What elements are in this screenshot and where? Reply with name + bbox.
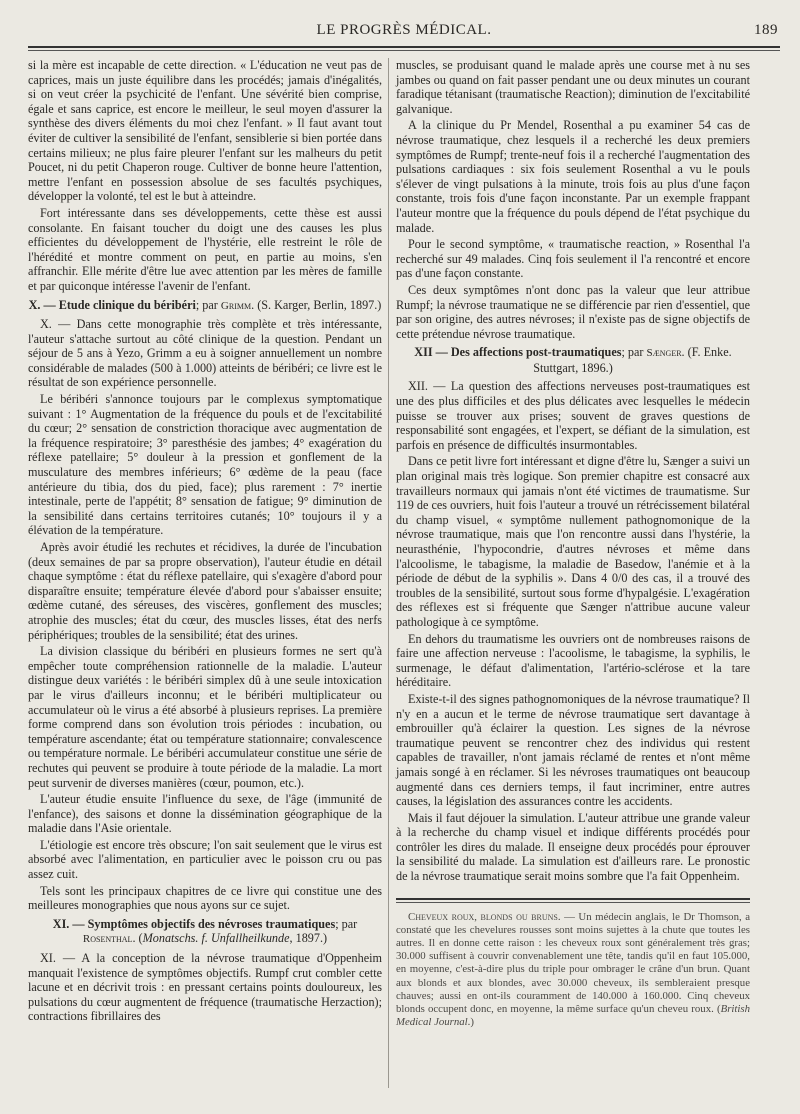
note-source: British Medical Journal	[396, 1003, 750, 1029]
heading-author: Grimm	[220, 299, 252, 312]
note-title: Cheveux roux, blonds ou bruns	[408, 910, 558, 923]
paragraph: Existe-t-il des signes pathognomoniques de la névrose traumatique? Il n'y en a aucun et le terme de névrose traumatique sert davantage à embrouiller qu'à éclairer la question. Les signes de la névrose traumatique peuvent se rencontrer chez des individus qui restent capables de travailler, n'ont jamais réclamé de rentes et n'ont même jamais songé à en réclamer. Si les névroses traumatiques ont beaucoup augmenté dans ces derniers temps, il faut incriminer, entre autres causes, la législation des assurances contre les accidents.	[396, 691, 750, 809]
note-separator-thin	[396, 902, 750, 903]
paragraph: Tels sont les principaux chapitres de ce livre qui constitue une des meilleures monographies que nous ayons sur ce sujet.	[28, 883, 382, 913]
paragraph: L'auteur étudie ensuite l'influence du sexe, de l'âge (immunité de l'enfance), des saisons et donne la dissémination géographique de la maladie dans l'Asie orientale.	[28, 792, 382, 836]
section-heading-x: X. — Etude clinique du béribéri; par Grimm. (S. Karger, Berlin, 1897.)	[28, 297, 382, 312]
section-heading-xii: XII — Des affections post-traumatiques; par Sænger. (F. Enke. Stuttgart, 1896.)	[414, 345, 732, 375]
paragraph: En dehors du traumatisme les ouvriers ont de nombreuses raisons de faire une affection nerveuse : l'acoolisme, le tabagisme, la syphilis, le surmenage, le défaut d'alimentation, l'artério-sclérose et la tare héréditaire.	[396, 631, 750, 690]
paragraph: A la clinique du Pr Mendel, Rosenthal a pu examiner 54 cas de névrose traumatique, chez lesquels il a recherché les deux premiers symptômes de Rumpf; trente-neuf fois il a recherché l'augmentation des pulsations cardiaques : six fois seulement Rosenthal a vu le pouls s'élever de vingt pulsations à la minute, trois fois au plus d'une façon constante, trois fois d'une façon inconstante. Par un exemple frappant l'auteur montre que la fréquence du pouls dépend de l'état psychique du malade.	[396, 118, 750, 235]
paragraph: La division classique du béribéri en plusieurs formes ne sert qu'à empêcher toute compréhension rationnelle de la maladie. L'auteur distingue deux variétés : le béribéri simplex dû à une seule intoxication par le virus d'ailleurs inconnu; et le béribéri multiplicateur ou accumulateur où le virus a été absorbé à plusieurs reprises. La première forme comprend dans son évolution trois périodes : incubation, ou température ascendante; état ou température stationnaire; convalescence ou température normale. Le béribéri accumulateur constitue une série de rechutes qui peuvent se produire à toute période de la maladie. La mort peut survenir de diverses manières (cœur, poumon, etc.).	[28, 644, 382, 790]
heading-title: XI. — Symptômes objectifs des névroses traumatiques	[52, 916, 336, 931]
column-divider	[388, 58, 389, 1088]
heading-source: Monatschs. f. Unfallheilkunde	[142, 931, 290, 946]
heading-title: XII — Des affections post-traumatiques	[414, 345, 622, 360]
heading-title: X. — Etude clinique du béribéri	[28, 297, 196, 312]
paragraph: Dans ce petit livre fort intéressant et digne d'être lu, Sænger a suivi un plan original mais très logique. Son premier chapitre est consacré aux travailleurs normaux qui jamais n'ont été victimes de traumatisme. Sur 119 de ces ouvriers, huit fois l'auteur a trouvé un rétrécissement bilatéral du champ visuel, « symptôme nullement pathognomonique de la névrose traumatique, mais que l'on rencontre aussi dans l'hystérie, la neurasthénie, l'hypocondrie, d'autres névroses et même dans l'alcoolisme, le tabagisme, la maladie de Basedow, l'anémie et à la période de début de la syphilis ». Dans 4 0/0 des cas, il a trouvé des troubles de la sensibilité, surtout sous forme d'hypalgésie. L'exagération des réflexes est si fréquente que Sænger n'attribue aucune valeur pathologique à ce symptôme.	[396, 454, 750, 629]
note-text: . — Un médecin anglais, le Dr Thomson, a constaté que les chevelures rousses sont moins sujettes à la chute que toutes les autres. Il en donne cette raison : les cheveux roux sont généralement très gras; 30.000 suffisent à couvrir convenablement une tête, tandis qu'il en faut 105.000, en moyenne, c'est-à-dire plus du triple pour ombrager le crâne d'un brun. Quant aux blonds et aux blondes, avec 30.000 cheveux, ils sembleraient presque chauves; aussi en ont-ils couramment de 140.000 à 160.000. Cinq cheveux blonds occupent donc, en moyenne, la même surface qu'un cheveu roux. (	[396, 910, 750, 1016]
paragraph: XII. — La question des affections nerveuses post-traumatiques est une des plus difficiles et des plus délicates avec lesquelles le médecin puisse se trouver aux prises; souvent de graves questions de responsabilité sont engagées, et l'expert, se défiant de la simulation, est parfois en présence de difficultés insurmontables.	[396, 379, 750, 452]
right-column	[396, 58, 750, 1031]
header-rule-thin	[28, 50, 780, 51]
paragraph: Le béribéri s'annonce toujours par le complexus symptomatique suivant : 1° Augmentation de la fréquence du pouls et de l'excitabilité du cœur; 2° sensation de constriction thoracique avec augmentation de la fréquence respiratoire; 3° paresthésie des jambes; 4° exagération du réflexe patellaire; 5° douleur à la pression et gonflement de la musculature des membres inférieurs; 6° œdème de la peau (face antérieure du tibia, dos du pied, face); plus rarement : 7° inertie intestinale, perte de l'appétit; 8° sensation de fatigue; 9° diminution de la sensibilité dans certains territoires cutanés; 10° toujours il y a élévation de la température.	[28, 392, 382, 538]
heading-source: . (F. Enke. Stuttgart, 1896.)	[533, 345, 732, 375]
journal-title: LE PROGRÈS MÉDICAL.	[316, 22, 492, 38]
paragraph: XI. — A la conception de la névrose traumatique d'Oppenheim manquait l'existence de symptômes objectifs. Rumpf crut combler cette lacune et en décrivit trois : en pressant certains points douloureux, les pulsations du cœur augmentent de fréquence (traumatische Herzaction); contractions fibrillaires des	[28, 951, 382, 1024]
paragraph: Ces deux symptômes n'ont donc pas la valeur que leur attribue Rumpf; la névrose traumatique ne se différencie par rien d'essentiel, que par son origine, des autres névroses; il n'existe pas de signe objectifs de cette prétendue névrose traumatique.	[396, 282, 750, 341]
page-number: 189	[754, 22, 778, 38]
paragraph: Mais il faut déjouer la simulation. L'auteur attribue une grande valeur à la recherche du champ visuel et indique différents procédés pour contrôler les dires du malade. Il enseigne deux procédés pour éprouver la sensibilité du malade. La simulation est d'ailleurs rare. Le pronostic de la névrose traumatique serait moins sombre que l'a fait Oppenheim.	[396, 810, 750, 884]
section-heading-xi: XI. — Symptômes objectifs des névroses traumatiques; par Rosenthal. (Monatschs. f. Unfallheilkunde, 1897.)	[52, 916, 358, 946]
running-head	[28, 22, 780, 44]
miscellany-note: Cheveux roux, blonds ou bruns. — Un médecin anglais, le Dr Thomson, a constaté que les chevelures rousses sont moins sujettes à la chute que toutes les autres. Il en donne cette raison : les cheveux roux sont généralement très gras; 30.000 suffisent à couvrir convenablement une tête, tandis qu'il en faut 105.000, en moyenne, c'est-à-dire plus du triple pour ombrager le crâne d'un brun. Quant aux blonds et aux blondes, avec 30.000 cheveux, ils sembleraient presque chauves; aussi en ont-ils couramment de 140.000 à 160.000. Cinq cheveux blonds occupent donc, en moyenne, la même surface qu'un cheveu roux. (British Medical Journal.)	[396, 910, 750, 1029]
paragraph: si la mère est incapable de cette direction. « L'éducation ne veut pas de caprices, mais un juste équilibre dans les procédés; jamais d'inégalités, si on veut créer la psychicité de l'enfant. Une sévérité bien comprise, égale et sans caprice, est encore le meilleur, le seul moyen d'assurer la synthèse des divers éléments du moi chez l'enfant. » Il faut avant tout éviter de cultiver la sensibilité de l'enfant, sensiblerie si bien portée dans certains milieux; ne plus faire pleurer l'enfant sur les malheurs du petit Poucet, ni du petit Chaperon rouge. Cultiver de bonne heure l'attention, mettre l'enfant en possession absolue de ses facultés psychiques, développer la volonté, tel est le but à atteindre.	[28, 58, 382, 204]
paragraph: muscles, se produisant quand le malade après une course met à nu ses jambes ou quand on fait passer pendant une ou deux minutes un courant faradique tétanisant (traumatische Reaction); diminution de l'excitabilité galvanique.	[396, 58, 750, 116]
paragraph: L'étiologie est encore très obscure; l'on sait seulement que le virus est absorbé avec l'alimentation, en particulier avec le poisson cru ou pas assez cuit.	[28, 837, 382, 882]
paragraph: X. — Dans cette monographie très complète et très intéressante, l'auteur s'attache surtout au côté clinique de la question. Pendant un séjour de 5 ans à Yezo, Grimm a eu à soigner annuellement un nombre considérable de malades (500 à 1.000) atteints de béribéri; ce livre est le résultat de son expérience personnelle.	[28, 317, 382, 390]
paragraph: Fort intéressante dans ses développements, cette thèse est aussi consolante. En faisant toucher du doigt une des causes les plus efficientes du développement de l'hystérie, elle restreint le rôle de l'hérédité et montre comment on peut, en partie au moins, s'en affranchir. Elle mérite d'être lue avec attention par les mères de famille et par quiconque intéresse l'avenir de l'enfant.	[28, 205, 382, 293]
heading-author: Rosenthal	[82, 933, 133, 946]
paragraph: Après avoir étudié les rechutes et récidives, la durée de l'incubation (deux semaines de par sa propre observation), l'auteur étudie en détail chaque symptôme : état du réflexe patellaire, qui s'exagère d'abord pour disparaître ensuite; température élevée d'abord pour s'abaisser ensuite; œdème cutané, des séreuses, des viscères, gonflement des muscles; atrophie des muscles; état du cœur, des muscles lisses, état des nerfs périphériques; troubles de la sensibilité; état des urines.	[28, 540, 382, 642]
heading-author: Sænger	[646, 347, 682, 360]
paragraph: Pour le second symptôme, « traumatische reaction, » Rosenthal l'a recherché sur 49 malades. Cinq fois seulement il l'a rencontré et encore pas d'une façon constante.	[396, 237, 750, 281]
left-column	[28, 58, 382, 1026]
note-separator-thick	[396, 898, 750, 900]
heading-source: . (S. Karger, Berlin, 1897.)	[251, 297, 382, 312]
header-rule-thick	[28, 46, 780, 48]
